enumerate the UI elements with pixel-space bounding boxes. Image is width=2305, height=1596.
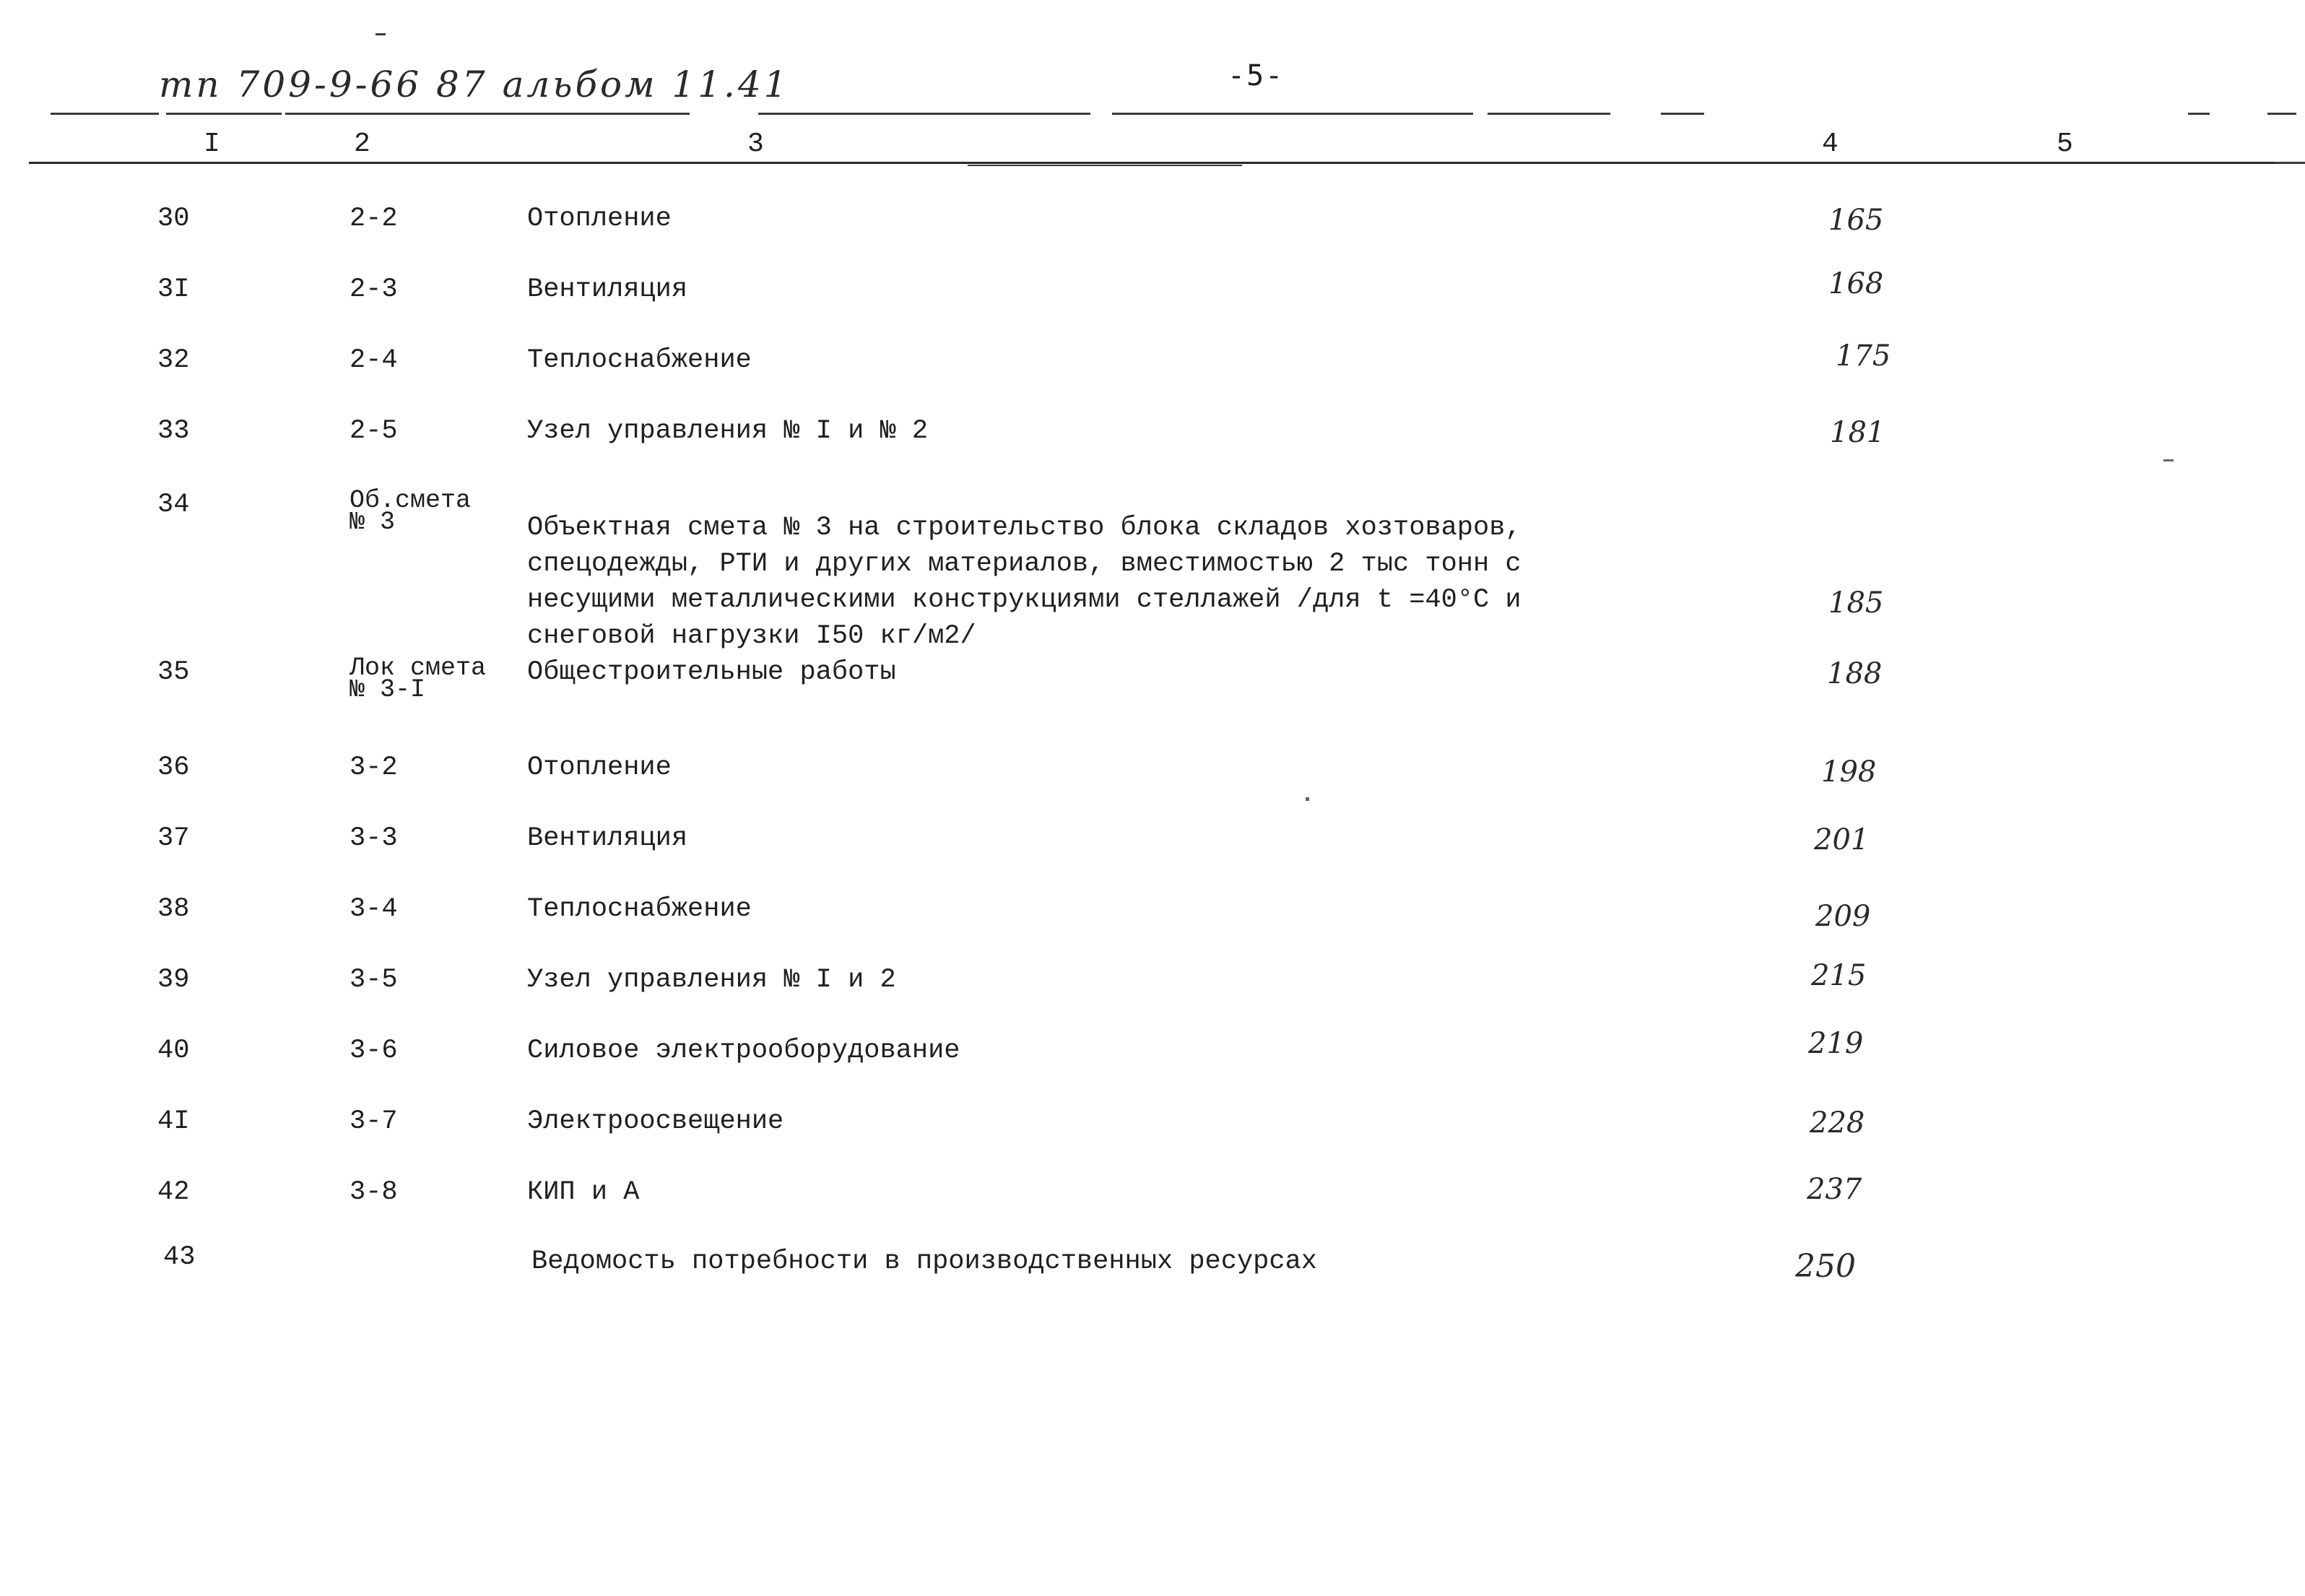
scan-speck <box>2163 459 2174 461</box>
row-number: 37 <box>157 823 190 854</box>
header-dash <box>285 113 690 115</box>
row-number: 3I <box>157 274 190 305</box>
column-header-2: 2 <box>354 129 370 160</box>
row-code: 3-3 <box>350 823 398 854</box>
row-title: Ведомость потребности в производственных ресурсах <box>531 1246 1317 1277</box>
row-code: 2-3 <box>350 274 398 305</box>
header-rule <box>29 162 2282 164</box>
row-page: 168 <box>1828 267 1884 300</box>
row-title: Отопление <box>527 753 672 783</box>
header-dash <box>1661 113 1704 115</box>
row-number: 34 <box>157 490 190 520</box>
header-dash <box>166 113 282 115</box>
row-code: 3-6 <box>350 1036 398 1066</box>
row-code-line: Лок смета <box>350 654 487 682</box>
row-title: КИП и А <box>527 1177 640 1207</box>
row-number: 4I <box>157 1106 190 1137</box>
row-code: 3-7 <box>350 1106 398 1137</box>
row-page: 165 <box>1828 204 1884 237</box>
row-page: 188 <box>1827 657 1883 690</box>
row-title: Общестроительные работы <box>527 657 896 688</box>
column-header-5: 5 <box>2057 129 2073 160</box>
row-page: 198 <box>1821 755 1877 789</box>
row-code-line: Об.смета <box>350 486 472 515</box>
row-number: 32 <box>157 345 190 376</box>
column-header-3: 3 <box>747 129 764 160</box>
header-rule-dash <box>968 165 1242 166</box>
row-page: 228 <box>1810 1106 1865 1140</box>
row-title: Теплоснабжение <box>527 345 752 376</box>
header-dash <box>1488 113 1610 115</box>
row-number: 30 <box>157 204 190 234</box>
row-code: 3-8 <box>350 1177 398 1207</box>
column-header-1: I <box>204 129 220 160</box>
row-title: Узел управления № I и № 2 <box>527 416 929 446</box>
row-title: Вентиляция <box>527 823 688 854</box>
row-code-line: № 3 <box>350 508 396 537</box>
header-dash <box>51 113 159 115</box>
row-code <box>350 654 487 704</box>
row-title: Электроосвещение <box>527 1106 784 1137</box>
row-page: 250 <box>1795 1248 1856 1285</box>
header-dash <box>376 33 386 35</box>
row-code <box>350 486 472 537</box>
row-title: Отопление <box>527 204 672 234</box>
row-page: 181 <box>1830 416 1885 449</box>
row-page: 237 <box>1807 1173 1862 1206</box>
header-dash <box>2188 113 2210 115</box>
document-reference: тп 709-9-66 87 альбом 11.41 <box>159 64 790 105</box>
row-page: 175 <box>1836 339 1891 373</box>
row-title: Узел управления № I и 2 <box>527 965 896 995</box>
row-number: 35 <box>157 657 190 688</box>
row-number: 40 <box>157 1036 190 1066</box>
row-title: Вентиляция <box>527 274 688 305</box>
row-code: 3-5 <box>350 965 398 995</box>
column-header-4: 4 <box>1822 129 1839 160</box>
header-rule-dash <box>2275 162 2305 164</box>
row-code: 3-4 <box>350 894 398 924</box>
row-number: 33 <box>157 416 190 446</box>
row-title: Теплоснабжение <box>527 894 752 924</box>
header-dash <box>1112 113 1473 115</box>
row-number: 43 <box>163 1242 196 1272</box>
row-page: 219 <box>1808 1027 1864 1060</box>
row-code: 2-4 <box>350 345 398 376</box>
row-number: 39 <box>157 965 190 995</box>
row-title: Силовое электрооборудование <box>527 1036 960 1066</box>
row-code-line: № 3-I <box>350 675 426 704</box>
row-page: 185 <box>1828 586 1884 620</box>
row-code: 2-5 <box>350 416 398 446</box>
row-number: 42 <box>157 1177 190 1207</box>
row-number: 36 <box>157 753 190 783</box>
header-dash <box>758 113 1090 115</box>
scan-speck <box>1306 797 1309 801</box>
row-page: 209 <box>1815 900 1871 933</box>
row-code: 2-2 <box>350 204 398 234</box>
header-dash <box>2267 113 2296 115</box>
row-title: Объектная смета № 3 на строительство блока складов хозтоваров, спецодежды, РТИ и других материалов, вместимостью 2 тыс тонн с несущими металлическими конструкциями стеллажей /для t =40°C и снеговой нагрузки I50 кг/м2/ <box>527 513 1522 651</box>
page-number: -5- <box>1228 59 1285 92</box>
row-number: 38 <box>157 894 190 924</box>
row-code: 3-2 <box>350 753 398 783</box>
row-page: 201 <box>1814 823 1870 856</box>
row-page: 215 <box>1811 959 1867 992</box>
